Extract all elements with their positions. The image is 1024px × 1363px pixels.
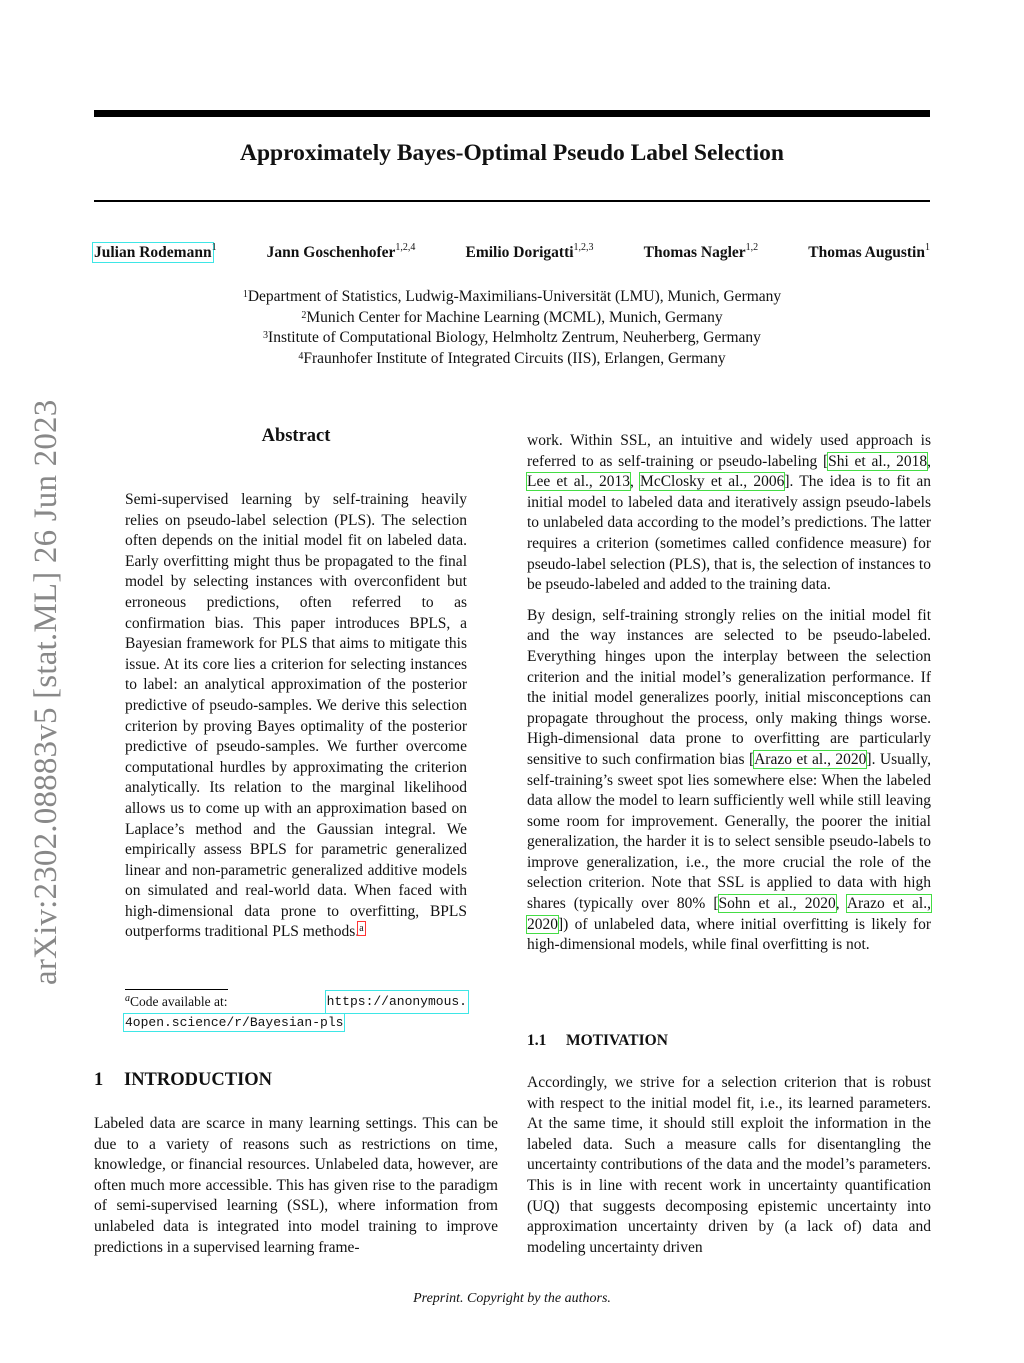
right-column-text — [527, 431, 931, 966]
author-3: Emilio Dorigatti$^{1,2,3}$ — [465, 242, 594, 261]
section-introduction-heading: 1 INTRODUCTION — [94, 1070, 273, 1090]
paragraph-1: work. Within SSL, an intuitive and widely used approach is referred to as self-training or pseudo-labeling [Shi et al., 2018, Lee et al., 2013, McClosky et al., 2006]. The idea is to fit an initial model to labeled data and iteratively assign pseudo-labels to unlabeled data according to the model’s predictions. The latter requires a criterion (sometimes called confidence measure) for pseudo-label selection (PLS), that is, the selection of instances to be pseudo-labeled and added to the training data. — [527, 432, 932, 594]
paragraph-2: By design, self-training strongly relies on the initial model fit and the way instances are selected to be pseudo-labeled. Everything hinges upon the interplay between the selection criterion and the initial model’s generalization performance. If the initial model generalizes poorly, initial misconceptions can propagate throughout the process, only making things worse. High-dimensional data prone to overfitting are particularly sensitive to such confirmation bias [Arazo et al., 2020]. Usually, self-training’s sweet spot lies somewhere else: When the labeled data allow the model to learn sufficiently well while still leaving some room for improvement. Generally, the poorer the initial generalization, the harder it is to select sensible pseudo-labels to improve generalization, i.e., the more crucial the role of the selection criterion. Note that SSL is applied to data with high shares (typically over 80% [Sohn et al., 2020, Arazo et al., 2020]) of unlabeled data, where initial overfitting is likely for high-dimensional models, while final overfitting is not. — [527, 606, 931, 954]
paper-title: Approximately Bayes-Optimal Pseudo Label Selection — [240, 140, 784, 166]
code-url-link-cont[interactable]: 4open.science/r/Bayesian-pls — [125, 1015, 344, 1030]
abstract-text: Semi-supervised learning by self-training heavily relies on pseudo-label selection (PLS). The selection often depends on the initial model fit on labeled data. Early overfitting might thus be propagated to the final model by selecting instances with overconfident but erroneous predictions, often referred to as confirmation bias. This paper introduces BPLS, a Bayesian framework for PLS that aims to mitigate this issue. At its core lies a criterion for selecting instances to label: an analytical approximation of the posterior predictive of pseudo-samples. We derive this selection criterion by proving Bayes optimality of the posterior predictive of pseudo-samples. We further overcome computational hurdles by approximating the criterion analytically. Its relation to the marginal likelihood allows us to come up with an approximation based on Laplace’s method and the Gaussian integral. We empirically assess BPLS for parametric generalized linear and non-parametric generalized additive models on simulated and real-world data. When faced with high-dimensional data prone to overfitting, BPLS outperforms traditional PLS methods.$^a$ — [125, 491, 467, 941]
author-5: Thomas Augustin$^1$ — [808, 242, 930, 261]
motivation-text: Accordingly, we strive for a selection criterion that is robust with respect to the initial model fit, i.e., its learned parameters. At the same time, it should still exploit the information in the labeled data. Such a measure calls for disentangling the uncertainty contributions of the data and the model’s parameters. This is in line with recent work in uncertainty quantification (UQ) that suggests decomposing epistemic uncertainty into approximation uncertainty driven by (a lack of) data and modeling uncertainty driven — [527, 1074, 931, 1256]
author-1[interactable]: Julian Rodemann$^1$ — [94, 242, 217, 261]
affiliation-2: $^2$Munich Center for Machine Learning (MCML), Munich, Germany — [301, 308, 723, 326]
footnote: $^a$Code available at: https://anonymous. 4open.science/r/Bayesian-pls — [125, 993, 467, 1030]
author-link[interactable]: Julian Rodemann — [94, 244, 212, 261]
citation-link[interactable]: Lee et al., 2013 — [527, 473, 630, 491]
title-top-rule — [94, 110, 930, 117]
arxiv-identifier[interactable]: arXiv:2302.08883v5 [stat.ML] 26 Jun 2023 — [28, 399, 64, 985]
code-url-link[interactable]: https://anonymous. — [327, 992, 467, 1012]
affiliation-4: $^4$Fraunhofer Institute of Integrated Circuits (IIS), Erlangen, Germany — [298, 349, 726, 367]
page-footer: Preprint. Copyright by the authors. — [413, 1291, 611, 1306]
citation-link[interactable]: McClosky et al., 2006 — [640, 473, 785, 491]
subsection-motivation-heading: 1.1 MOTIVATION — [527, 1032, 668, 1049]
author-2: Jann Goschenhofer$^{1,2,4}$ — [266, 242, 416, 261]
author-4: Thomas Nagler$^{1,2}$ — [643, 242, 759, 261]
footnote-link[interactable]: a — [359, 923, 364, 935]
affiliations — [94, 287, 930, 369]
citation-link[interactable]: Arazo et al., 2020 — [527, 895, 931, 933]
citation-link[interactable]: Sohn et al., 2020 — [718, 895, 836, 913]
introduction-text: Labeled data are scarce in many learning settings. This can be due to a variety of reasons such as restrictions on time, knowledge, or financial resources. Unlabeled data, however, are often much more accessible. This has given rise to the paradigm of semi-supervised learning (SSL), where information from unlabeled data is integrated into model training to improve predictions in a supervised learning frame- — [94, 1115, 498, 1256]
affiliation-1: $^1$Department of Statistics, Ludwig-Maximilians-Universität (LMU), Munich, Germany — [242, 288, 782, 305]
footnote-rule — [125, 989, 228, 990]
affiliation-3: $^3$Institute of Computational Biology, Helmholtz Zentrum, Neuherberg, Germany — [263, 329, 761, 346]
title-bottom-rule — [94, 200, 930, 202]
citation-link[interactable]: Arazo et al., 2020 — [754, 750, 867, 768]
author-list — [94, 244, 930, 262]
abstract-heading: Abstract — [261, 426, 331, 446]
citation-link[interactable]: Shi et al., 2018 — [828, 452, 928, 470]
